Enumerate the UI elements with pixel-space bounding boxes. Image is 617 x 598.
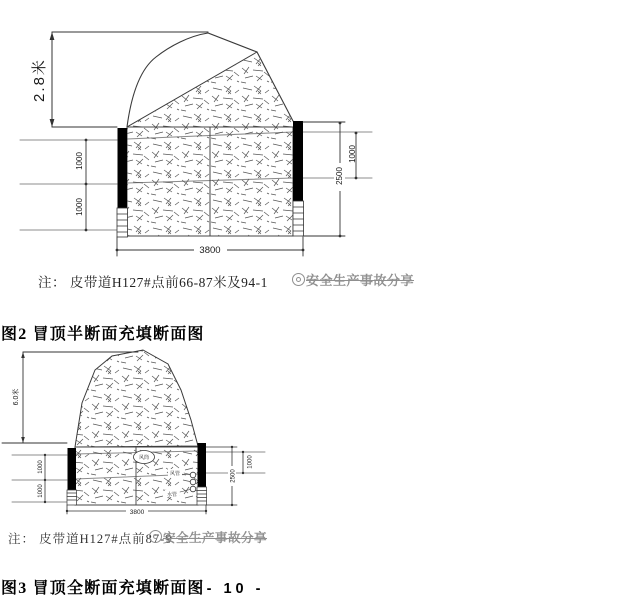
watermark-logo-icon [292, 273, 305, 286]
fig2-height-label: 2.8米 [31, 58, 48, 102]
fig3-left-upper-label: 1000 [38, 460, 44, 474]
fig3-left-lower-label: 1000 [38, 484, 44, 498]
fig2-note [38, 271, 268, 291]
fig3-right-dimension [206, 446, 244, 506]
figure2-drawing [20, 32, 372, 256]
watermark-text: 安全生产事故分享 [163, 531, 268, 545]
fig3-caption [1, 575, 264, 598]
fig3-right-total-label: 2500 [230, 469, 237, 483]
fig3-bottom-label: 3800 [129, 509, 145, 516]
fig2-left-wall [117, 128, 128, 237]
watermark-logo-icon [149, 530, 162, 543]
watermark-fig2 [292, 270, 414, 289]
fig2-caption-text: 图2 冒顶半断面充填断面图 [1, 326, 205, 343]
page-number: - 10 - [206, 581, 265, 597]
fig3-left-wall [67, 448, 77, 505]
fig2-caption [1, 321, 205, 344]
fig3-air-pipe-label: 风管 [169, 471, 181, 477]
fig2-right-total-label: 2500 [335, 167, 344, 185]
fig3-cavity-fill [75, 350, 198, 447]
watermark-fig3 [149, 528, 267, 546]
fig2-bottom-label: 3800 [199, 245, 221, 256]
fig2-left-lower-label: 1000 [75, 198, 84, 216]
fig3-height-label: 6.0米 [13, 388, 20, 406]
fig3-right-upper-label: 1000 [247, 455, 254, 469]
watermark-text: 安全生产事故分享 [306, 273, 415, 288]
fig3-air-duct-label: 风筒 [138, 455, 150, 461]
fig2-right-wall [293, 121, 304, 236]
fig2-right-dimension [303, 122, 357, 238]
fig2-left-upper-label: 1000 [75, 152, 84, 170]
fig3-right-wall [197, 443, 207, 505]
fig2-left-dimension [85, 139, 88, 232]
fig2-note-text: 注： 皮带道H127#点前66-87米及94-1 [38, 275, 268, 290]
fig3-note-text: 注： 皮带道H127#点前87-9 [8, 532, 173, 546]
fig3-water-pipe-label: 水管 [166, 492, 178, 498]
figure3-drawing [2, 350, 265, 516]
fig3-note [8, 529, 173, 547]
fig3-left-dimension [44, 454, 46, 503]
fig2-right-upper-label: 1000 [348, 145, 357, 163]
fig3-caption-text: 图3 冒顶全断面充填断面图 [1, 580, 205, 597]
